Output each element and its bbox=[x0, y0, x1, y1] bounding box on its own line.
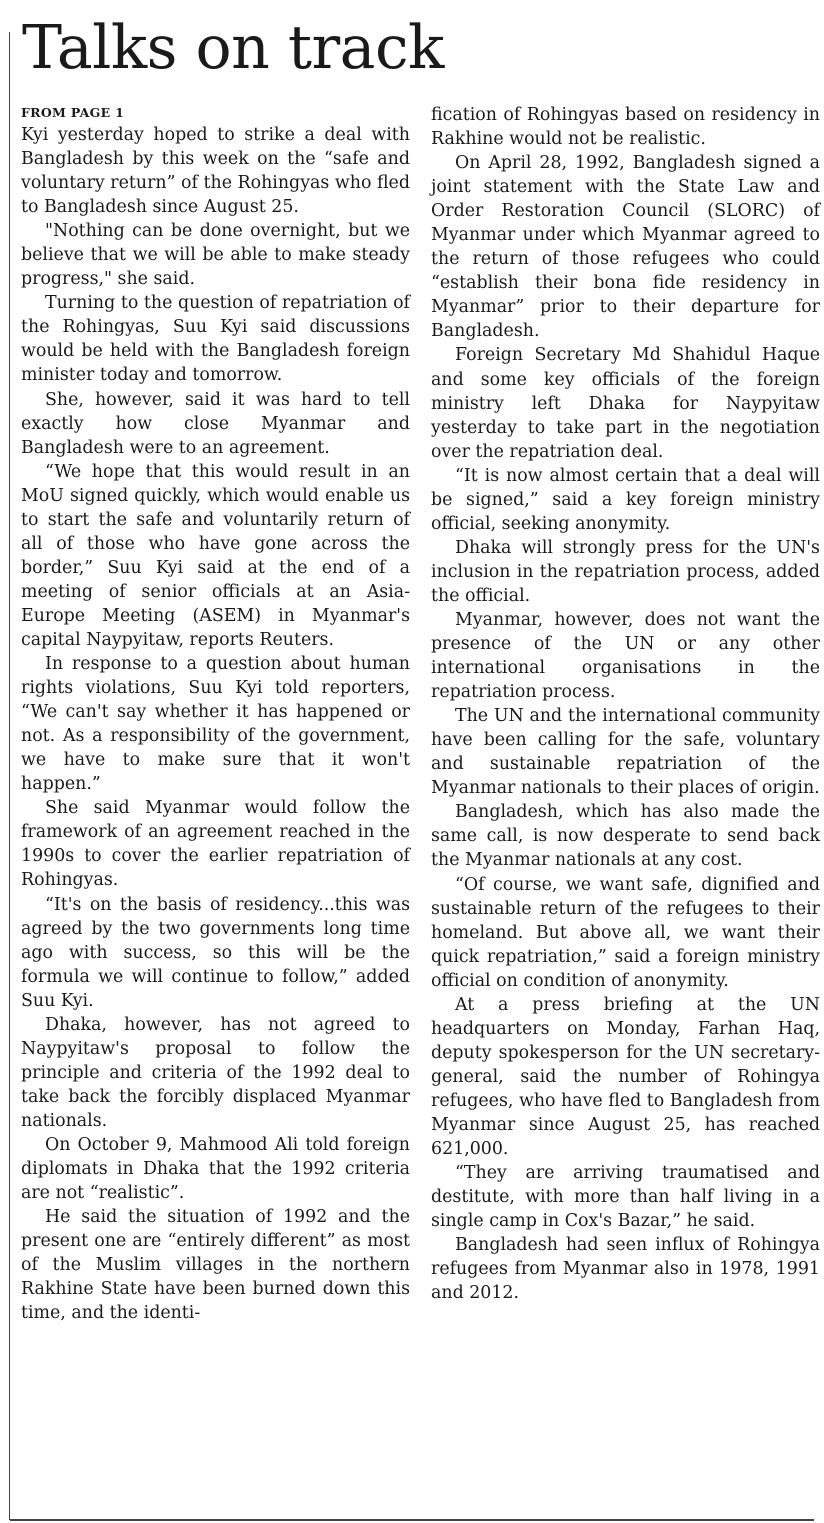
article-column-right bbox=[431, 103, 820, 1305]
paragraph: Bangladesh, which has also made the same call, is now desperate to send back the Myanmar nationals at any cost. bbox=[431, 802, 820, 871]
paragraph: Kyi yesterday hoped to strike a deal with Bangladesh by this week on the “safe and voluntary return” of the Rohingyas who fled to Bangladesh since August 25. bbox=[21, 125, 410, 218]
paragraph: “It's on the basis of residency...this was agreed by the two governments long time ago with success, so this will be the formula we will continue to follow,” added Suu Kyi. bbox=[21, 894, 410, 1011]
article-column-left bbox=[21, 103, 410, 1325]
paragraph: He said the situation of 1992 and the present one are “entirely different” as most of the Muslim villages in the northern Rakhine State have been burned down this time, and the identi- bbox=[21, 1207, 410, 1324]
headline: Talks on track bbox=[22, 13, 444, 83]
paragraph: Dhaka will strongly press for the UN's inclusion in the repatriation process, added the official. bbox=[431, 537, 820, 606]
paragraph: Myanmar, however, does not want the presence of the UN or any other international organisations in the repatriation process. bbox=[431, 609, 820, 703]
paragraph: “We hope that this would result in an MoU signed quickly, which would enable us to start the safe and voluntarily return of all of those who have gone across the border,” Suu Kyi said at the end of a meeting of senior officials at an Asia-Europe Meeting (ASEM) in Myanmar's capital Naypyitaw, reports Reuters. bbox=[21, 461, 410, 650]
paragraph: Bangladesh had seen influx of Rohingya refugees from Myanmar also in 1978, 1991 and 2012. bbox=[431, 1235, 820, 1304]
column-rule-left bbox=[9, 32, 10, 1520]
bottom-rule bbox=[10, 1519, 814, 1521]
paragraph: On October 9, Mahmood Ali told foreign diplomats in Dhaka that the 1992 criteria are not “realistic”. bbox=[21, 1134, 410, 1204]
paragraph: Dhaka, however, has not agreed to Naypyitaw's proposal to follow the principle and criteria of the 1992 deal to take back the forcibly displaced Myanmar nationals. bbox=[21, 1014, 410, 1131]
paragraph: She said Myanmar would follow the framework of an agreement reached in the 1990s to cover the earlier repatriation of Rohingyas. bbox=[21, 798, 410, 891]
paragraph: Foreign Secretary Md Shahidul Haque and some key officials of the foreign ministry left Dhaka for Naypyitaw yesterday to take part in the negotiation over the repatriation deal. bbox=[431, 345, 820, 462]
paragraph: "Nothing can be done overnight, but we believe that we will be able to make steady progress," she said. bbox=[21, 221, 410, 290]
paragraph: She, however, said it was hard to tell exactly how close Myanmar and Bangladesh were to an agreement. bbox=[21, 389, 410, 458]
paragraph: fication of Rohingyas based on residency in Rakhine would not be realistic. bbox=[431, 105, 820, 150]
continuation-kicker: FROM PAGE 1 bbox=[21, 105, 125, 120]
paragraph: In response to a question about human rights violations, Suu Kyi told reporters, “We can't say whether it has happened or not. As a responsibility of the government, we have to make sure that it won't happen.” bbox=[21, 654, 410, 795]
paragraph: “It is now almost certain that a deal will be signed,” said a key foreign ministry official, seeking anonymity. bbox=[431, 465, 820, 534]
paragraph: “Of course, we want safe, dignified and sustainable return of the refugees to their homeland. But above all, we want their quick repatriation,” said a foreign ministry official on condition of anonymity. bbox=[431, 874, 820, 991]
paragraph: The UN and the international community have been calling for the safe, voluntary and sustainable repatriation of the Myanmar nationals to their places of origin. bbox=[431, 706, 820, 799]
paragraph: At a press briefing at the UN headquarters on Monday, Farhan Haq, deputy spokesperson for the UN secretary-general, said the number of Rohingya refugees, who have fled to Bangladesh from Myanmar since August 25, has reached 621,000. bbox=[431, 994, 820, 1160]
paragraph: On April 28, 1992, Bangladesh signed a joint statement with the State Law and Order Restoration Council (SLORC) of Myanmar under which Myanmar agreed to the return of those refugees who could “establish their bona fide residency in Myanmar” prior to their departure for Bangladesh. bbox=[431, 153, 820, 342]
paragraph: “They are arriving traumatised and destitute, with more than half living in a single camp in Cox's Bazar,” he said. bbox=[431, 1163, 820, 1232]
paragraph: Turning to the question of repatriation of the Rohingyas, Suu Kyi said discussions would be held with the Bangladesh foreign minister today and tomorrow. bbox=[21, 293, 410, 386]
